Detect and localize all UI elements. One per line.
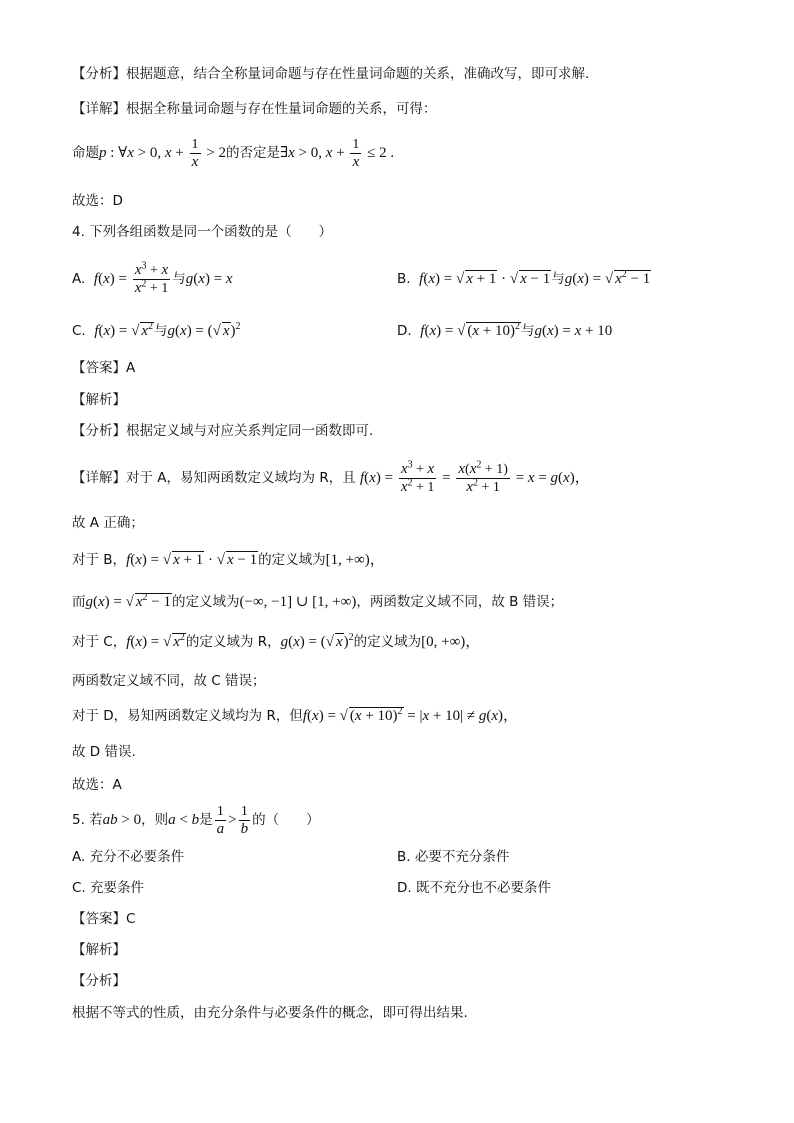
line-suffix: ，两函数定义域不同，故 B 错误； xyxy=(356,594,564,610)
stem-suffix: 的（ ） xyxy=(252,812,320,828)
q3-negation-line: 命题p : ∀x > 0, x + $\frac{1}{x}$ > 2的否定是∃x > 0, x + $\frac{1}{x}$ ≤ 2 . xyxy=(72,136,395,170)
q3-analysis-line xyxy=(72,64,589,84)
negation-mid: 的否定是 xyxy=(225,145,280,161)
domain-text: 的定义域为 xyxy=(353,634,422,650)
stem-mid: ，则 xyxy=(141,812,169,828)
q5-stem: 5. 若ab > 0，则a < b是 $\frac{1}{a}$ > $\frac{1}{b}$ 的（ ） xyxy=(72,803,320,837)
q5-answer-line xyxy=(72,909,135,929)
analysis-text: 根据题意，结合全称量词命题与存在性量词命题的关系，准确改写，即可求解. xyxy=(126,66,590,82)
q5-option-d: D. 既不充分也不必要条件 xyxy=(397,880,551,896)
q4-b2-line: 而g(x) = √ $x^2 - 1$的定义域为(−∞, −1] ∪ [1, +∞)，两函数定义域不同，故 B 错误； xyxy=(72,592,564,610)
option-label: B. xyxy=(397,271,411,287)
conjunction: 与 xyxy=(520,323,535,339)
conjunction: 与 xyxy=(172,271,186,287)
detail-text: 对于 D，易知两函数定义域均为 R，但 xyxy=(72,708,303,724)
negation-prefix: 命题 xyxy=(72,145,99,161)
q4-option-b: B. f(x) = √ x + 1 · √ x − 1与g(x) = √ $x^2 - 1$ xyxy=(397,269,651,287)
domain-text: 的定义域为 xyxy=(258,552,326,568)
q5-analysis-text: 根据不等式的性质，由充分条件与必要条件的概念，即可得出结果. xyxy=(72,1005,468,1021)
q5-option-a: A. 充分不必要条件 xyxy=(72,849,185,865)
conjunction: 与 xyxy=(154,323,168,339)
q3-detail-line xyxy=(72,99,437,119)
fraction: $\frac{1}{x}$ xyxy=(352,136,360,170)
q4-option-d: D. f(x) = √ $(x + 10)^2$与g(x) = x + 10 xyxy=(397,321,613,339)
detail-text: 根据全称量词命题与存在性量词命题的关系，可得： xyxy=(126,101,437,117)
q4-stem: 4. 下列各组函数是同一个函数的是（ ） xyxy=(72,224,333,240)
fraction: $\frac{x^3 + x}{x^2 + 1}$ xyxy=(134,259,169,296)
conjunction: 与 xyxy=(551,271,565,287)
option-label: C. xyxy=(72,323,86,339)
q4-c-line: 对于 C，f(x) = √ $x^2$的定义域为 R，g(x) = (√ x)$^2$的定义域为[0, +∞)， xyxy=(72,632,481,650)
line-prefix: 对于 C， xyxy=(72,634,127,650)
q5-option-c: C. 充要条件 xyxy=(72,880,145,896)
detail-tag: 【详解】 xyxy=(72,470,126,486)
line-prefix: 对于 B， xyxy=(72,552,127,568)
q4-a-correct: 故 A 正确； xyxy=(72,515,144,531)
q4-detail-a-line: 【详解】对于 A，易知两函数定义域均为 R，且 f(x) = $\frac{x^3 + x}{x^2 + 1}$ = $\frac{x(x^2 + 1)}{x^2 + 1}$ = x = g(x)， xyxy=(72,458,590,495)
analysis-text: 根据定义域与对应关系判定同一函数即可. xyxy=(126,423,374,439)
fraction: $\frac{1}{a}$ xyxy=(216,803,225,837)
stem-prefix: 5. 若 xyxy=(72,812,103,828)
analysis-tag: 【分析】 xyxy=(72,66,126,82)
option-label: A. xyxy=(72,271,86,287)
q4-choice: 故选：A xyxy=(72,777,122,793)
fraction: $\frac{x^3 + x}{x^2 + 1}$ xyxy=(400,458,435,495)
answer-tag: 【答案】 xyxy=(72,360,126,376)
analysis-tag: 【分析】 xyxy=(72,423,126,439)
option-label: D. xyxy=(397,323,412,339)
detail-text: 对于 A，易知两函数定义域均为 R，且 xyxy=(126,470,356,486)
q4-analysis-line xyxy=(72,421,373,441)
q4-option-c: C. f(x) = √ $x^2$与g(x) = (√ x)$^2$ xyxy=(72,321,241,339)
q4-option-a: A. f(x) = $\frac{x^3 + x}{x^2 + 1}$ 与g(x) = x xyxy=(72,259,233,296)
q4-d-line: 对于 D，易知两函数定义域均为 R，但f(x) = √ $(x + 10)^2 = |x + 10| \ne g(x)$， xyxy=(72,706,519,724)
q5-jiexi-tag: 【解析】 xyxy=(72,942,126,958)
q4-answer-line xyxy=(72,358,135,378)
q4-jiexi-tag: 【解析】 xyxy=(72,392,126,408)
line-prefix: 而 xyxy=(72,594,86,610)
domain-text: 的定义域为 R， xyxy=(185,634,281,650)
answer-tag: 【答案】 xyxy=(72,911,126,927)
q5-analysis-tag: 【分析】 xyxy=(72,973,126,989)
detail-tag: 【详解】 xyxy=(72,101,126,117)
answer-value: A xyxy=(126,360,136,376)
q4-d-wrong: 故 D 错误. xyxy=(72,744,136,760)
fraction: $\frac{x(x^2 + 1)}{x^2 + 1}$ xyxy=(458,458,508,495)
domain-text: 的定义域为 xyxy=(172,594,240,610)
q5-option-b: B. 必要不充分条件 xyxy=(397,849,510,865)
fraction: $\frac{1}{x}$ xyxy=(191,136,199,170)
stem-mid: 是 xyxy=(199,812,213,828)
q4-b-line: 对于 B，f(x) = √ x + 1 · √ x − 1的定义域为[1, +∞)， xyxy=(72,552,385,568)
q3-choice: 故选：D xyxy=(72,193,123,209)
q4-c-wrong: 两函数定义域不同，故 C 错误； xyxy=(72,673,266,689)
fraction: $\frac{1}{b}$ xyxy=(240,803,249,837)
answer-value: C xyxy=(126,911,136,927)
